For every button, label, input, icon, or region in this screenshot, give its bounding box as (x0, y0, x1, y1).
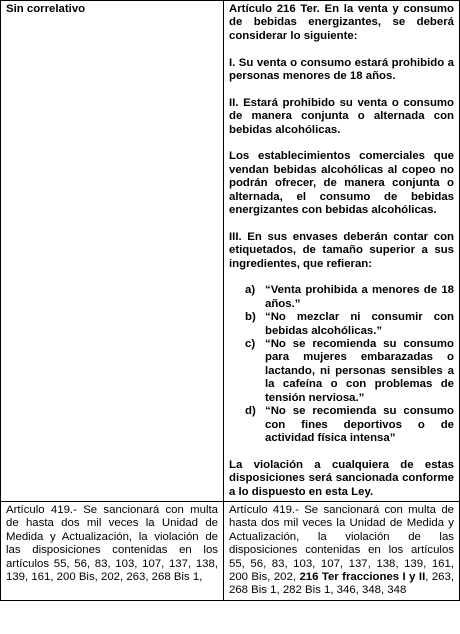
table-row (1, 1, 460, 502)
article-419-proposed-text-end: , 263, 268 Bis 1, 282 Bis 1, 346, 348, 348 (229, 570, 454, 597)
article-216-ter-heading: Artículo 216 Ter. En la venta y consumo de bebidas energizantes, se deberá considerar lo siguiente: (229, 3, 454, 42)
list-item-text: “No se recomienda su consumo con fines deportivos o de actividad física intensa” (265, 405, 454, 444)
right-cell-article-216-ter (224, 1, 460, 502)
right-cell-article-419 (224, 501, 460, 600)
left-cell-article-419 (1, 501, 224, 600)
list-marker: c) (245, 338, 256, 351)
table-row (1, 501, 460, 600)
list-item (229, 284, 454, 311)
fraction-i: I. Su venta o consumo estará prohibido a personas menores de 18 años. (229, 56, 454, 83)
list-marker: d) (245, 405, 256, 418)
list-item (229, 405, 454, 445)
article-419-proposed-text-start: Artículo 419.- Se sancionará con multa de hasta dos mil veces la Unidad de Medida y Actualización, la violación de las disposiciones contenidas en los artículos 55, 56, 83, 103, 107, 137, 138, 139, 161, 200 Bis, 202, (229, 503, 454, 583)
fraction-iii: III. En sus envases deberán contar con etiquetados, de tamaño superior a sus ingredientes, que refieran: (229, 230, 454, 270)
list-item-text: “No mezclar ni consumir con bebidas alcohólicas.” (265, 311, 454, 337)
article-419-current-text: Artículo 419.- Se sancionará con multa de hasta dos mil veces la Unidad de Medida y Actualización, la violación de las disposiciones contenidas en los artículos 55, 56, 83, 103, 107, 137, 138, 139, 161, 200 Bis, 202, 263, 268 Bis 1, (6, 503, 218, 583)
list-item-text: “No se recomienda su consumo para mujeres embarazadas o lactando, ni personas sensibles a la cafeína o con problemas de tensión nerviosa.” (265, 338, 454, 404)
no-correlative-text: Sin correlativo (6, 3, 86, 15)
list-item-text: “Venta prohibida a menores de 18 años.” (265, 284, 454, 310)
label-requirements-list (229, 284, 454, 445)
list-item (229, 311, 454, 338)
establishments-paragraph: Los establecimientos comerciales que vendan bebidas alcohólicas al copeo no podrán ofrecer, de manera conjunta o alternada, el consumo de bebidas energizantes con bebidas alcohólicas. (229, 150, 454, 217)
fraction-ii: II. Estará prohibido su venta o consumo de manera conjunta o alternada con bebidas alcohólicas. (229, 96, 454, 136)
list-marker: b) (245, 311, 256, 324)
list-marker: a) (245, 284, 256, 297)
sanction-paragraph: La violación a cualquiera de estas disposiciones será sancionada conforme a lo dispuesto en esta Ley. (229, 458, 454, 498)
article-419-amendment-highlight: 216 Ter fracciones I y II (299, 570, 426, 583)
list-item (229, 338, 454, 405)
left-cell-no-correlative (1, 1, 224, 502)
